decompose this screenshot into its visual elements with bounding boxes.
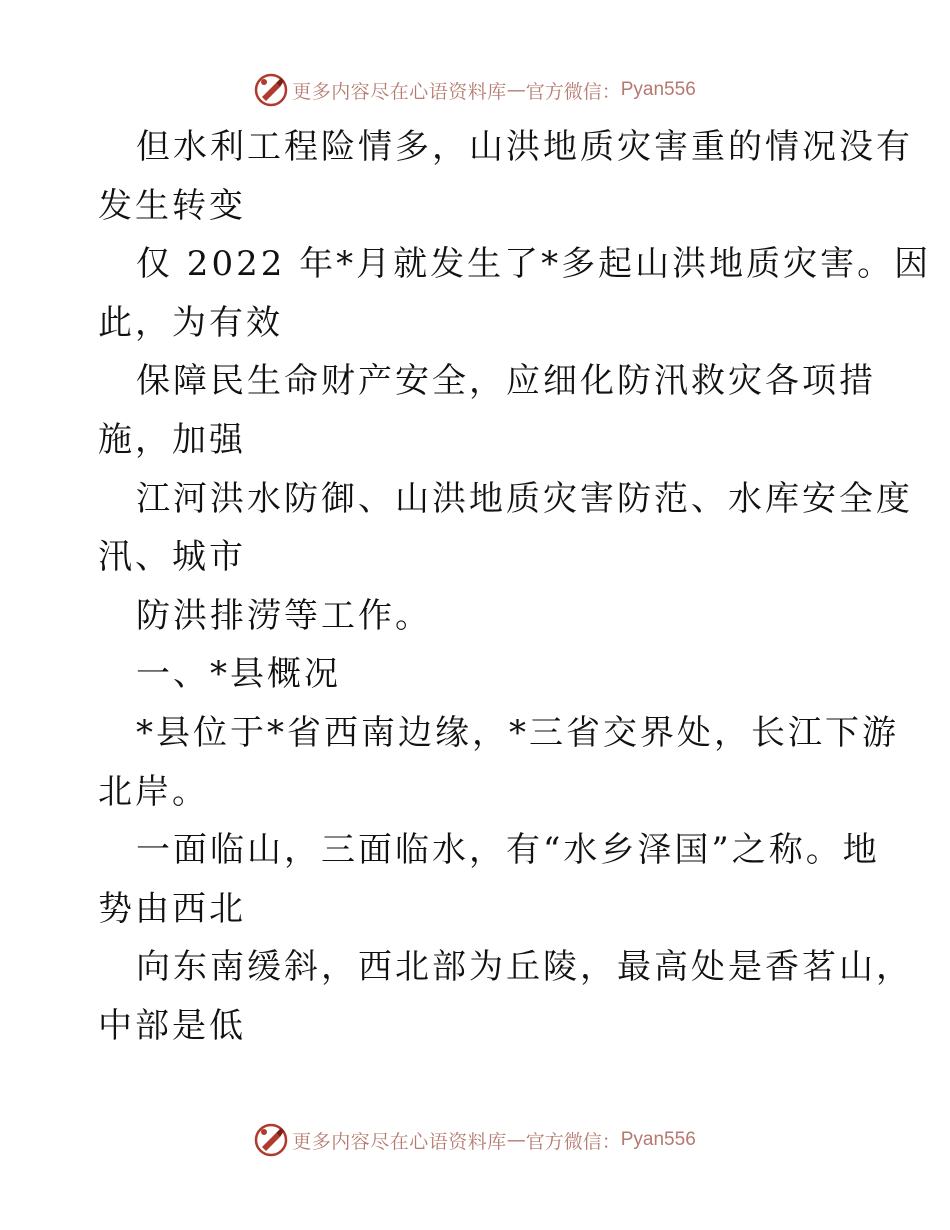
pen-logo-icon (254, 73, 288, 107)
pen-logo-icon (254, 1123, 288, 1157)
text-line: 发生转变 (98, 185, 246, 226)
text-line: 一面临山，三面临水，有“水乡泽国”之称。地 (136, 830, 880, 871)
text-line: 仅 2022 年*月就发生了*多起山洪地质灾害。因 (136, 244, 932, 285)
text-line: 但水利工程险情多，山洪地质灾害重的情况没有 (136, 127, 913, 167)
watermark-site-name: 更多内容尽在心语资料库 (292, 1130, 507, 1153)
text-line: *县位于*省西南边缘，*三省交界处，长江下游 (136, 712, 899, 753)
watermark-wechat-label: 官方微信： (525, 1130, 621, 1153)
text-line: 此，为有效 (98, 302, 283, 343)
text-line: 保障民生命财产安全，应细化防汛救灾各项措 (136, 361, 876, 402)
text-line: 汛、城市 (98, 537, 246, 578)
watermark-wechat-id: Pyan556 (620, 1129, 696, 1150)
text-line: 防洪排涝等工作。 (136, 595, 432, 636)
text-line: 向东南缓斜，西北部为丘陵，最高处是香茗山， (136, 947, 913, 988)
watermark-wechat-id: Pyan556 (620, 79, 696, 100)
text-line: 中部是低 (98, 1005, 246, 1046)
header-watermark (0, 70, 950, 110)
section-heading: 一、*县概况 (136, 654, 341, 695)
watermark-site-name: 更多内容尽在心语资料库 (292, 80, 507, 103)
text-line: 北岸。 (98, 771, 209, 812)
document-body (98, 118, 932, 1056)
footer-watermark (0, 1120, 950, 1160)
text-line: 施，加强 (98, 419, 246, 460)
text-line: 江河洪水防御、山洪地质灾害防范、水库安全度 (136, 478, 913, 519)
watermark-wechat-label: 官方微信： (525, 80, 621, 103)
watermark-dash: — (506, 79, 526, 101)
watermark-dash: — (506, 1129, 526, 1151)
text-line: 势由西北 (98, 888, 246, 929)
